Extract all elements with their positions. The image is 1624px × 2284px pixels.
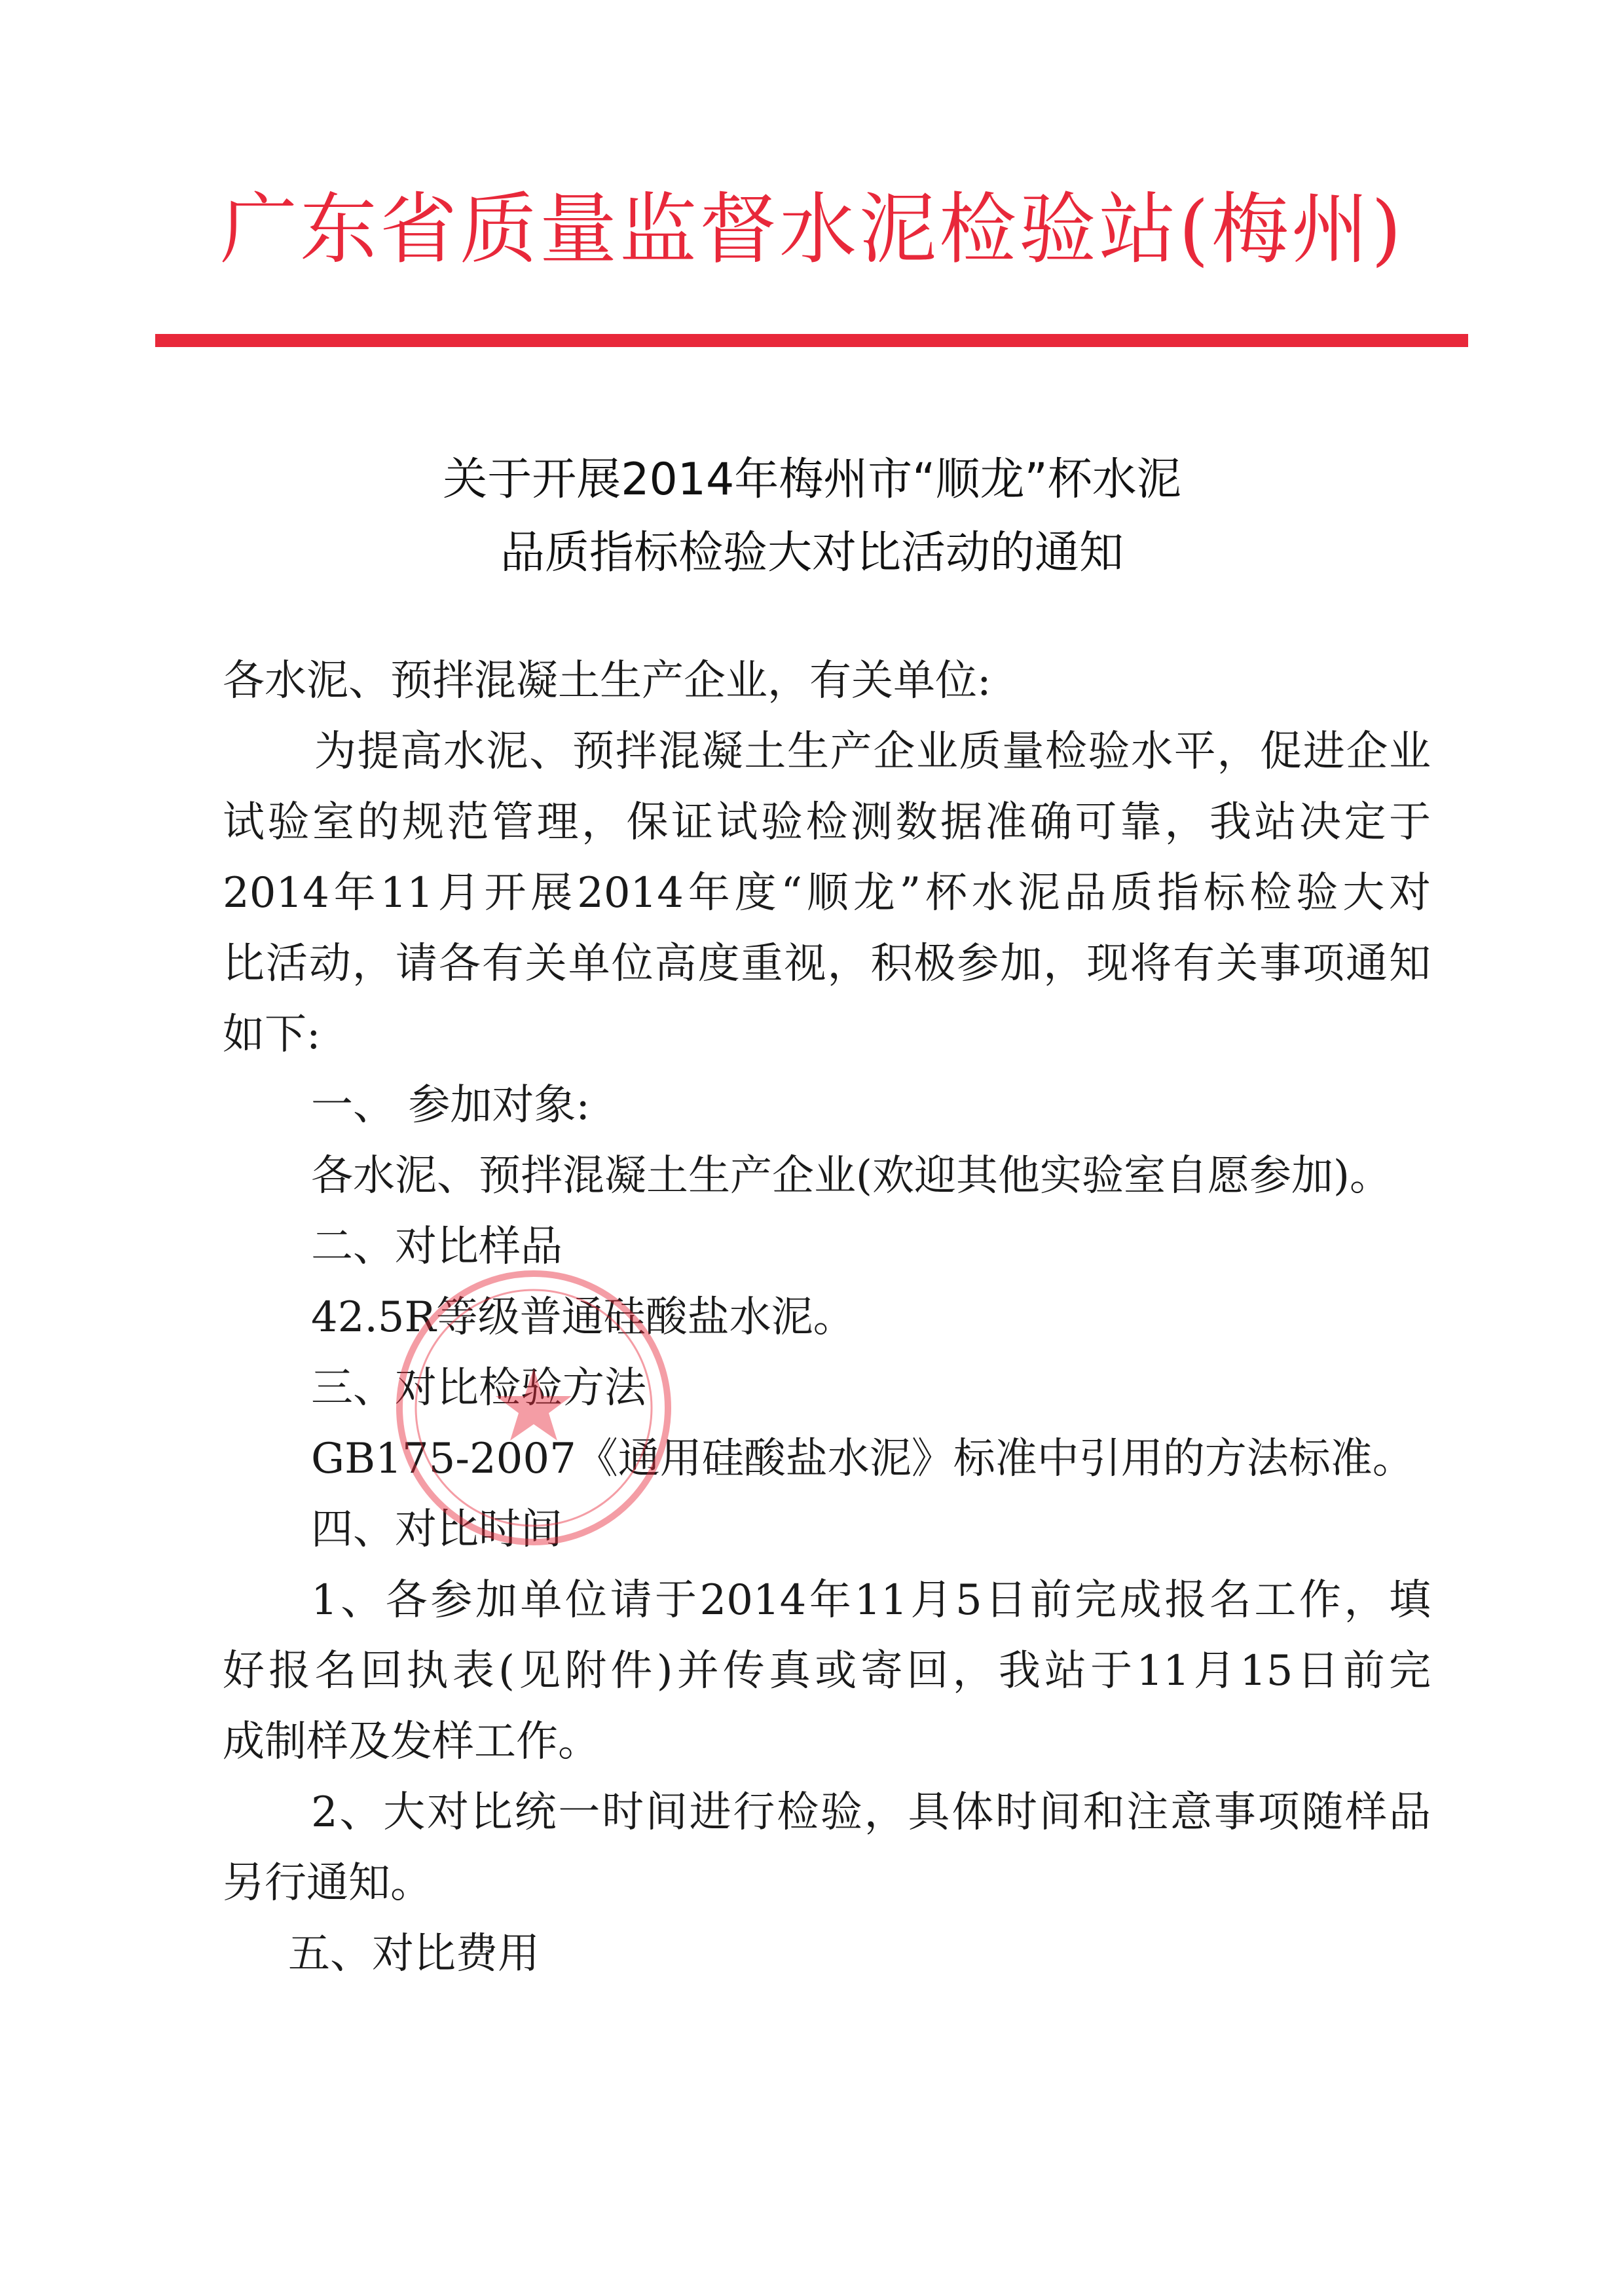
section-content: GB175-2007《通用硅酸盐水泥》标准中引用的方法标准。: [311, 1435, 1414, 1483]
paragraph-line: 另行通知。: [223, 1859, 432, 1907]
paragraph-line: 比活动，请各有关单位高度重视，积极参加，现将有关事项通知: [223, 940, 1431, 988]
section-heading: 四、对比时间: [311, 1505, 563, 1554]
paragraph-line: 为提高水泥、预拌混凝土生产企业质量检验水平，促进企业: [314, 728, 1431, 776]
section-heading: 五、对比费用: [288, 1930, 540, 1978]
notice-title-line-2: 品质指标检验大对比活动的通知: [500, 527, 1124, 579]
paragraph-line: 如下:: [223, 1010, 321, 1059]
paragraph-line: 2、大对比统一时间进行检验，具体时间和注意事项随样品: [311, 1788, 1431, 1837]
notice-title-line-1: 关于开展2014年梅州市“顺龙”杯水泥: [443, 454, 1181, 506]
paragraph-line: 好报名回执表(见附件)并传真或寄回，我站于11月15日前完: [223, 1647, 1431, 1695]
section-heading: 三、对比检验方法: [311, 1364, 646, 1412]
section-heading: 二、对比样品: [311, 1223, 563, 1271]
section-heading: 一、 参加对象:: [311, 1081, 590, 1130]
paragraph-line: 试验室的规范管理，保证试验检测数据准确可靠，我站决定于: [223, 798, 1431, 847]
paragraph-line: 成制样及发样工作。: [223, 1718, 600, 1766]
section-content: 各水泥、预拌混凝土生产企业(欢迎其他实验室自愿参加)。: [311, 1152, 1392, 1200]
paragraph-line: 1、各参加单位请于2014年11月5日前完成报名工作，填: [311, 1576, 1431, 1625]
paragraph-line: 2014年11月开展2014年度“顺龙”杯水泥品质指标检验大对: [223, 869, 1431, 917]
section-content: 42.5R等级普通硅酸盐水泥。: [311, 1293, 855, 1342]
letterhead-title: 广东省质量监督水泥检验站(梅州): [219, 184, 1405, 274]
letterhead-red-rule: [155, 334, 1468, 347]
salutation: 各水泥、预拌混凝土生产企业，有关单位:: [223, 657, 991, 705]
